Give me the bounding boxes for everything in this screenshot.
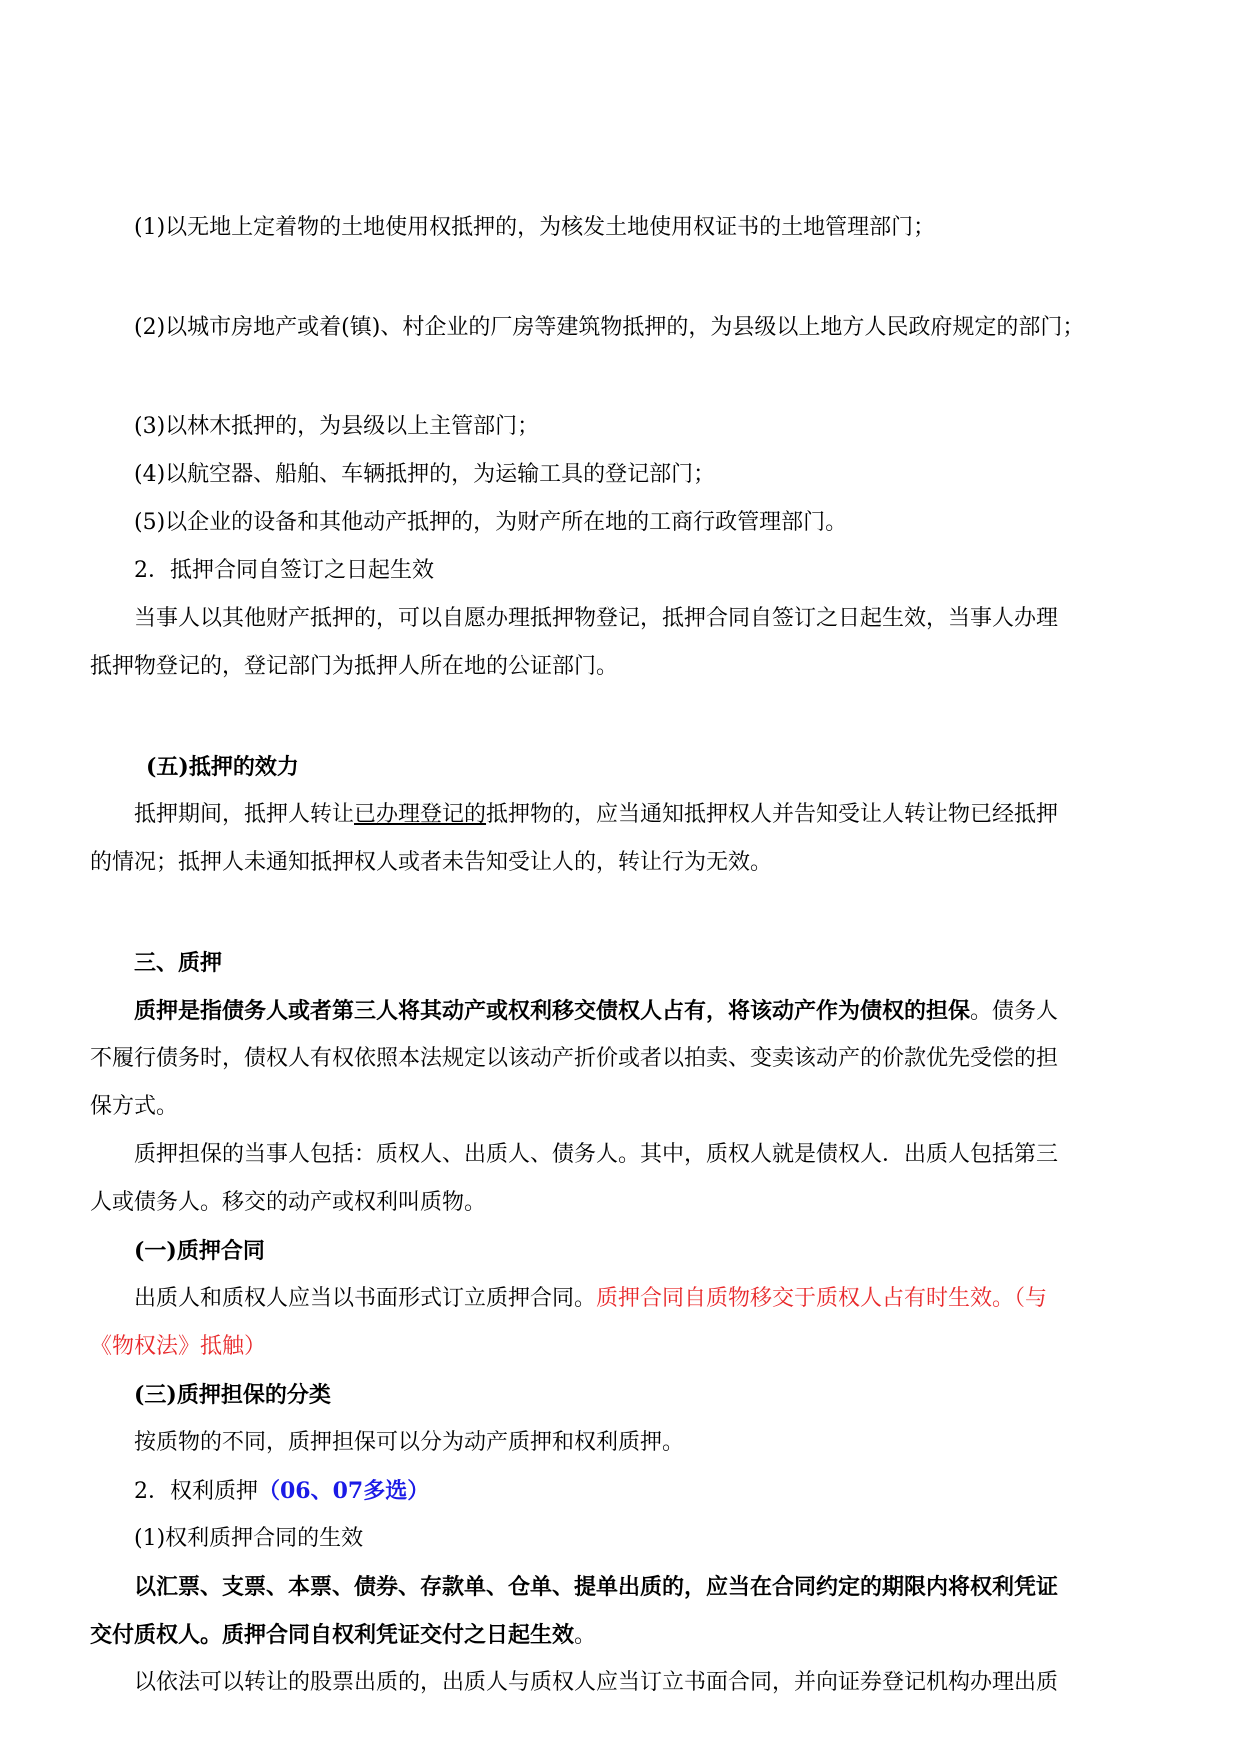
bold-text: 交付质权人。质押合同自权利凭证交付之日起生效 bbox=[90, 1622, 575, 1648]
text-line: 不履行债务时，债权人有权依照本法规定以该动产折价或者以拍卖、变卖该动产的价款优先受偿的担 bbox=[90, 1046, 1059, 1071]
text-line: (2)以城市房地产或着(镇)、村企业的厂房等建筑物抵押的，为县级以上地方人民政府规定的部门； bbox=[134, 315, 1085, 340]
text-line: 抵押物登记的，登记部门为抵押人所在地的公证部门。 bbox=[90, 654, 619, 679]
text-run: 。债务人 bbox=[970, 999, 1059, 1024]
text-line: (3)以林木抵押的，为县级以上主管部门； bbox=[134, 414, 540, 439]
text-line: 按质物的不同，质押担保可以分为动产质押和权利质押。 bbox=[134, 1430, 685, 1455]
text-run: 2．权利质押 bbox=[134, 1479, 258, 1504]
red-note: 《物权法》抵触） bbox=[90, 1334, 267, 1359]
text-run: 抵押期间，抵押人转让 bbox=[134, 802, 355, 827]
section-heading: 三、质押 bbox=[134, 950, 223, 976]
text-run: 。 bbox=[574, 1623, 597, 1648]
red-note: 质押合同自质物移交于质权人占有时生效。（与 bbox=[596, 1286, 1048, 1311]
text-line bbox=[134, 1284, 1154, 1314]
text-line: (1)权利质押合同的生效 bbox=[134, 1526, 364, 1551]
text-line: (1)以无地上定着物的土地使用权抵押的，为核发土地使用权证书的土地管理部门； bbox=[134, 215, 936, 240]
text-run: 抵押物的，应当通知抵押权人并告知受让人转让物已经抵押 bbox=[486, 802, 1059, 827]
text-line: 当事人以其他财产抵押的，可以自愿办理抵押物登记，抵押合同自签订之日起生效，当事人办理 bbox=[134, 606, 1059, 631]
text-line: (4)以航空器、船舶、车辆抵押的，为运输工具的登记部门； bbox=[134, 462, 716, 487]
exam-note: （06、07多选） bbox=[258, 1478, 430, 1504]
text-line: (5)以企业的设备和其他动产抵押的，为财产所在地的工商行政管理部门。 bbox=[134, 510, 848, 535]
bold-text: 质押是指债务人或者第三人将其动产或权利移交债权人占有，将该动产作为债权的担保 bbox=[134, 998, 971, 1024]
bold-text: 以汇票、支票、本票、债券、存款单、仓单、提单出质的，应当在合同约定的期限内将权利凭证 bbox=[134, 1574, 1059, 1600]
text-line: 2．抵押合同自签订之日起生效 bbox=[134, 558, 434, 583]
text-line: 的情况；抵押人未通知抵押权人或者未告知受让人的，转让行为无效。 bbox=[90, 850, 773, 875]
section-heading: (一)质押合同 bbox=[134, 1238, 265, 1264]
text-line: 质押担保的当事人包括：质权人、出质人、债务人。其中，质权人就是债权人．出质人包括第三 bbox=[134, 1142, 1059, 1167]
underlined-text: 已办理登记的 bbox=[354, 802, 487, 827]
text-line bbox=[134, 996, 1154, 1027]
section-heading: (三)质押担保的分类 bbox=[134, 1382, 331, 1408]
section-heading: (五)抵押的效力 bbox=[146, 754, 299, 780]
text-line: 人或债务人。移交的动产或权利叫质物。 bbox=[90, 1190, 487, 1215]
text-run: 出质人和质权人应当以书面形式订立质押合同。 bbox=[134, 1286, 597, 1311]
text-line: 保方式。 bbox=[90, 1094, 179, 1119]
text-line bbox=[90, 1620, 1110, 1651]
text-line: 以依法可以转让的股票出质的，出质人与质权人应当订立书面合同，并向证券登记机构办理出质 bbox=[134, 1670, 1059, 1695]
text-line bbox=[134, 1476, 1154, 1507]
text-line bbox=[134, 800, 1154, 830]
